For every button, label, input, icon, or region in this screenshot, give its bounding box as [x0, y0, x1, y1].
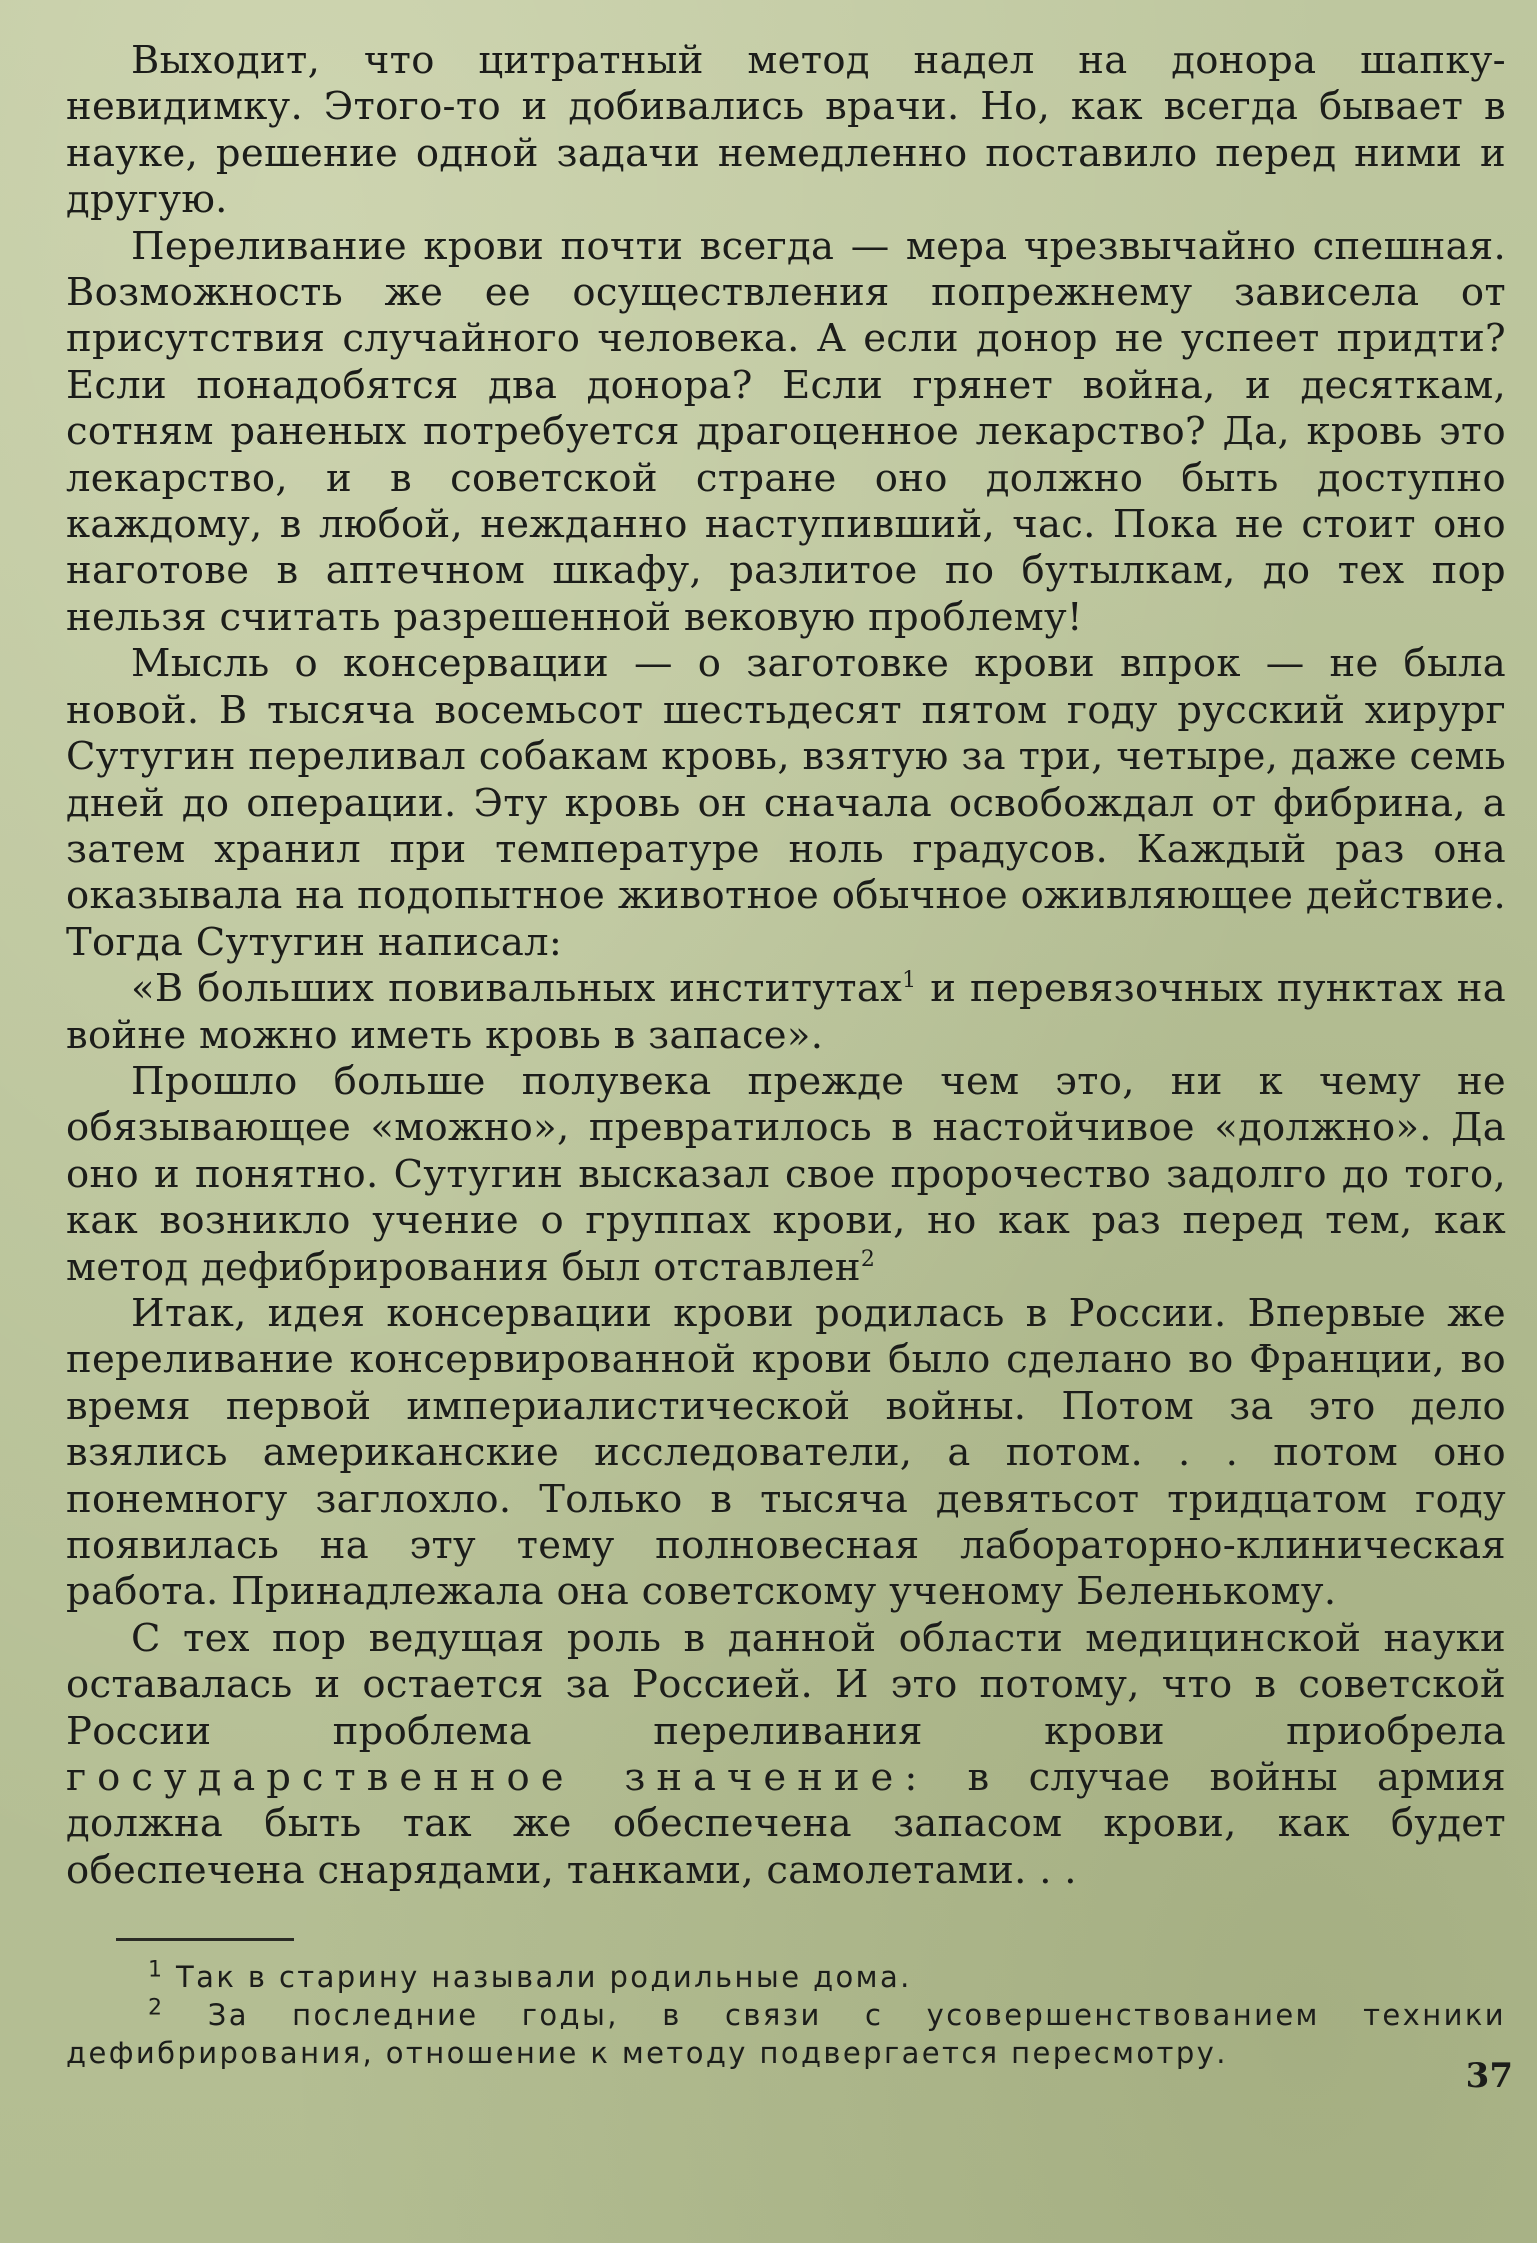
quote-text-end: и перевязочных пунктах на войне можно иметь кровь в запасе». [66, 966, 1506, 1058]
paragraph-2: Переливание крови почти всегда — мера чрезвычайно спешная. Возможность же ее осуществления попрежнему зависела от присутствия случайного человека. А если донор не успеет придти? Если понадобятся два донора? Если грянет война, и десяткам, сотням раненых потребуется драгоценное лекарство? Да, кровь это лекарство, и в советской стране оно должно быть доступно каждому, в любой, нежданно наступивший, час. Пока не стоит оно наготове в аптечном шкафу, разлитое по бутылкам, до тех пор нельзя считать разрешенной вековую проблему! [66, 223, 1506, 640]
paragraph-5: Итак, идея консервации крови родилась в России. Впервые же переливание консервированной крови было сделано во Франции, во время первой империалистической войны. Потом за это дело взялись американские исследователи, а потом. . . потом оно понемногу заглохло. Только в тысяча девятьсот тридцатом году появилась на эту тему полновесная лабораторно-клиническая работа. Принадлежала она советскому ученому Беленькому. [66, 1290, 1506, 1615]
footnote-1 [66, 1958, 1506, 1996]
quote-paragraph [66, 966, 1506, 1059]
paragraph-4-text: Прошло больше полувека прежде чем это, ни к чему не обязывающее «можно», превратилось в настойчивое «должно». Да оно и понятно. Сутугин высказал свое пророчество задолго до того, как возникло учение о группах крови, но как раз перед тем, как метод дефибрирования был отставлен [66, 1058, 1506, 1290]
paragraph-4 [66, 1059, 1506, 1291]
footnote-2 [66, 1996, 1506, 2072]
paragraph-6 [66, 1616, 1506, 1894]
paragraph-6-end: в случае войны армия должна быть так же обеспечена запасом крови, как будет обеспечена снарядами, танками, самолетами. . . [66, 1755, 1506, 1893]
footnote-1-text: Так в старину называли родильные дома. [176, 1960, 912, 1994]
footnote-divider [116, 1938, 294, 1941]
paragraph-6-text: С тех пор ведущая роль в данной области медицинской науки оставалась и остается за Россией. И это потому, что в советской России проблема переливания крови приобрела [66, 1615, 1506, 1754]
paragraph-1: Выходит, что цитратный метод надел на донора шапку-невидимку. Этого-то и добивались врачи. Но, как всегда бывает в науке, решение одной задачи немедленно поставило перед ними и другую. [66, 38, 1506, 223]
quote-text-start: «В больших повивальных институтах [131, 966, 903, 1012]
main-text [66, 38, 1506, 1894]
footnotes [66, 1958, 1506, 2072]
footnote-2-text: За последние годы, в связи с усовершенствованием техники дефибрирования, отношение к методу подвергается пересмотру. [66, 1998, 1506, 2070]
footnote-ref-1: 1 [902, 968, 917, 994]
footnote-ref-2: 2 [860, 1246, 876, 1272]
footnote-mark-2: 2 [148, 1995, 165, 2021]
spaced-emphasis: государственное значение: [66, 1755, 929, 1801]
footnote-mark-1: 1 [148, 1957, 165, 1983]
page-number: 37 [1465, 2056, 1513, 2096]
paragraph-3: Мысль о консервации — о заготовке крови впрок — не была новой. В тысяча восемьсот шестьдесят пятом году русский хирург Сутугин переливал собакам кровь, взятую за три, четыре, даже семь дней до операции. Эту кровь он сначала освобождал от фибрина, а затем хранил при температуре ноль градусов. Каждый раз она оказывала на подопытное животное обычное оживляющее действие. Тогда Сутугин написал: [66, 641, 1506, 965]
